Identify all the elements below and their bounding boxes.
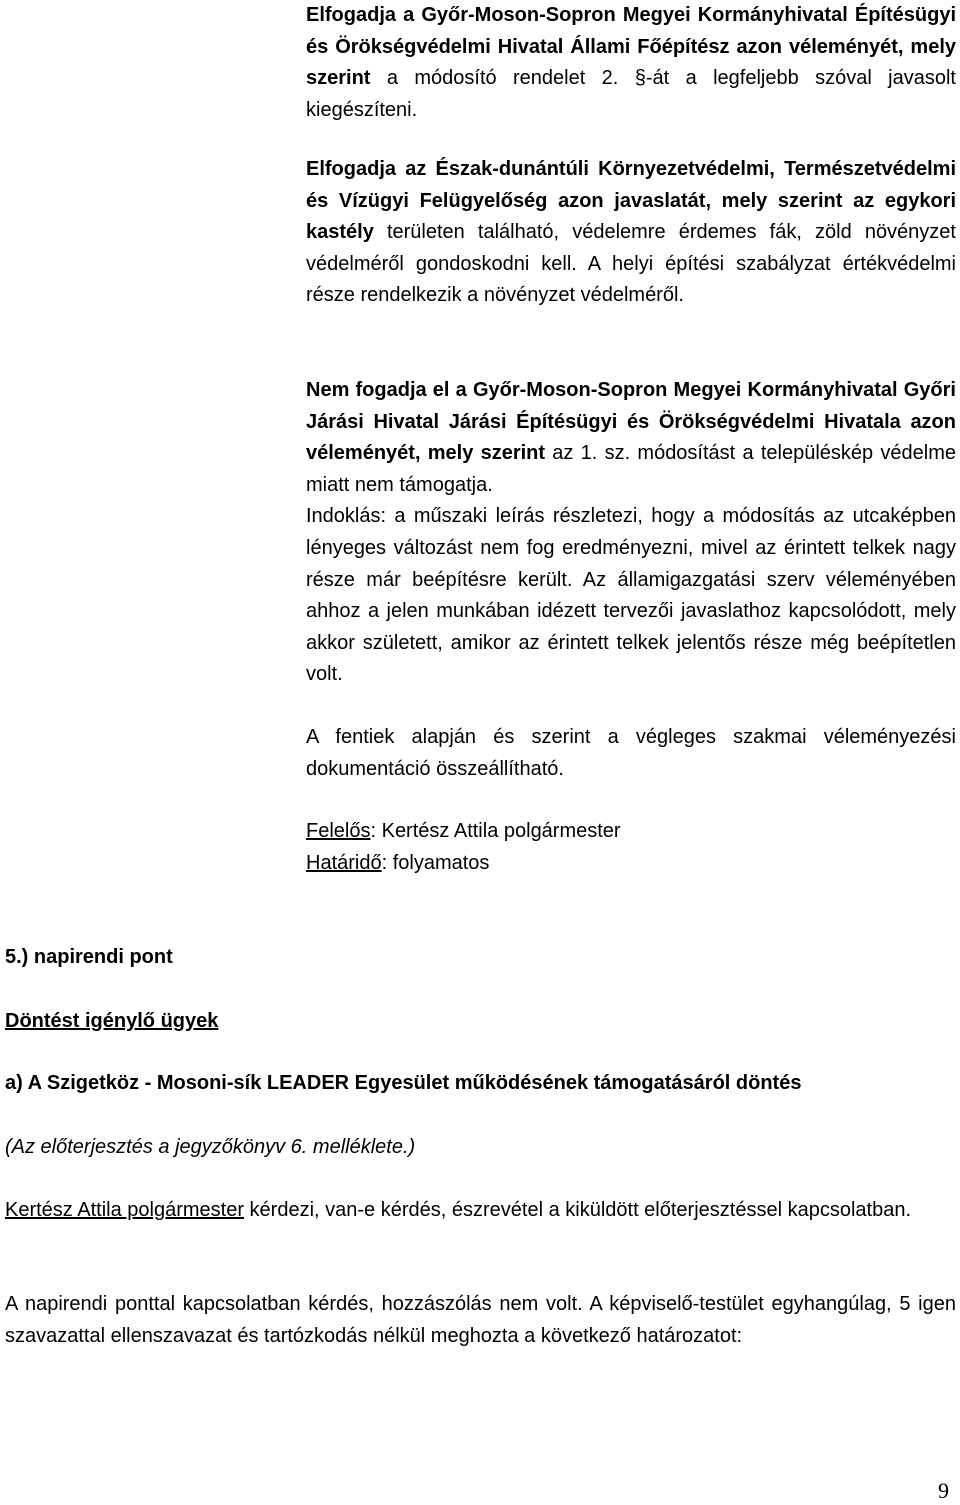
- responsible-value: : Kertész Attila polgármester: [370, 820, 621, 842]
- attachment-note: (Az előterjesztés a jegyzőkönyv 6. melléklete.): [5, 1136, 416, 1158]
- paragraph-reject-heritage-reason: Indoklás: a műszaki leírás részletezi, hogy a módosítás az utcaképben lényeges változást nem fog eredményezni, mivel az érintett telkek nagy része már beépítésre került. Az államigazgatási szerv véleményében ahhoz a jelen munkában idézett tervezői javaslathoz kapcsolódott, mely akkor született, amikor az érintett telkek jelentős része még beépítetlen volt.: [306, 505, 956, 686]
- paragraph-accept-architect-bold: Elfogadja a Győr-Moson-Sopron Megyei Kormányhivatal Építésügyi és Örökségvédelmi Hivatal Állami Főépítész azon véleményét, mely szerint: [306, 4, 956, 90]
- paragraph-reject-heritage-rest: az 1. sz. módosítást a településkép védelme miatt nem támogatja.: [306, 442, 956, 496]
- responsible-label: Felelős: [306, 820, 371, 842]
- paragraph-accept-environment-rest: területen található, védelemre érdemes fák, zöld növényzet védelméről gondoskodni kell. A helyi építési szabályzat értékvédelmi része rendelkezik a növényzet védelméről.: [306, 221, 956, 307]
- mayor-name: Kertész Attila polgármester: [5, 1199, 244, 1221]
- paragraph-accept-environment-bold: Elfogadja az Észak-dunántúli Környezetvédelmi, Természetvédelmi és Vízügyi Felügyelőség azon javaslatát, mely szerint az egykori kastély: [306, 158, 956, 244]
- mayor-question: kérdezi, van-e kérdés, észrevétel a kiküldött előterjesztéssel kapcsolatban.: [244, 1199, 912, 1221]
- responsible-line: [306, 816, 956, 848]
- responsibility-block: [306, 816, 956, 879]
- deadline-label: Határidő: [306, 851, 382, 874]
- paragraph-accept-architect-rest: a módosító rendelet 2. §-át a legfeljebb szóval javasolt kiegészíteni.: [306, 67, 956, 121]
- paragraph-reject-heritage-bold: Nem fogadja el a Győr-Moson-Sopron Megyei Kormányhivatal Győri Járási Hivatal Járási Építésügyi és Örökségvédelmi Hivatala azon véleményét, mely szerint: [306, 379, 956, 465]
- item-heading: a) A Szigetköz - Mosoni-sík LEADER Egyesület működésének támogatásáról döntés: [5, 1072, 802, 1094]
- section-heading: Döntést igénylő ügyek: [5, 1010, 219, 1032]
- paragraph-reject-heritage: [306, 375, 956, 691]
- paragraph-accept-environment: [306, 154, 956, 312]
- mayor-paragraph: [5, 1195, 956, 1227]
- agenda-heading: 5.) napirendi pont: [5, 946, 173, 968]
- paragraph-accept-architect: [306, 0, 956, 126]
- deadline-line: [306, 848, 956, 880]
- deadline-value: : folyamatos: [381, 851, 490, 874]
- final-paragraph: A napirendi ponttal kapcsolatban kérdés, hozzászólás nem volt. A képviselő-testület egyhangúlag, 5 igen szavazattal ellenszavazat és tartózkodás nélkül meghozta a következő határozatot:: [5, 1293, 956, 1347]
- page-number: 9: [938, 1478, 949, 1503]
- paragraph-conclusion: A fentiek alapján és szerint a végleges szakmai véleményezési dokumentáció összeállítható.: [306, 726, 956, 780]
